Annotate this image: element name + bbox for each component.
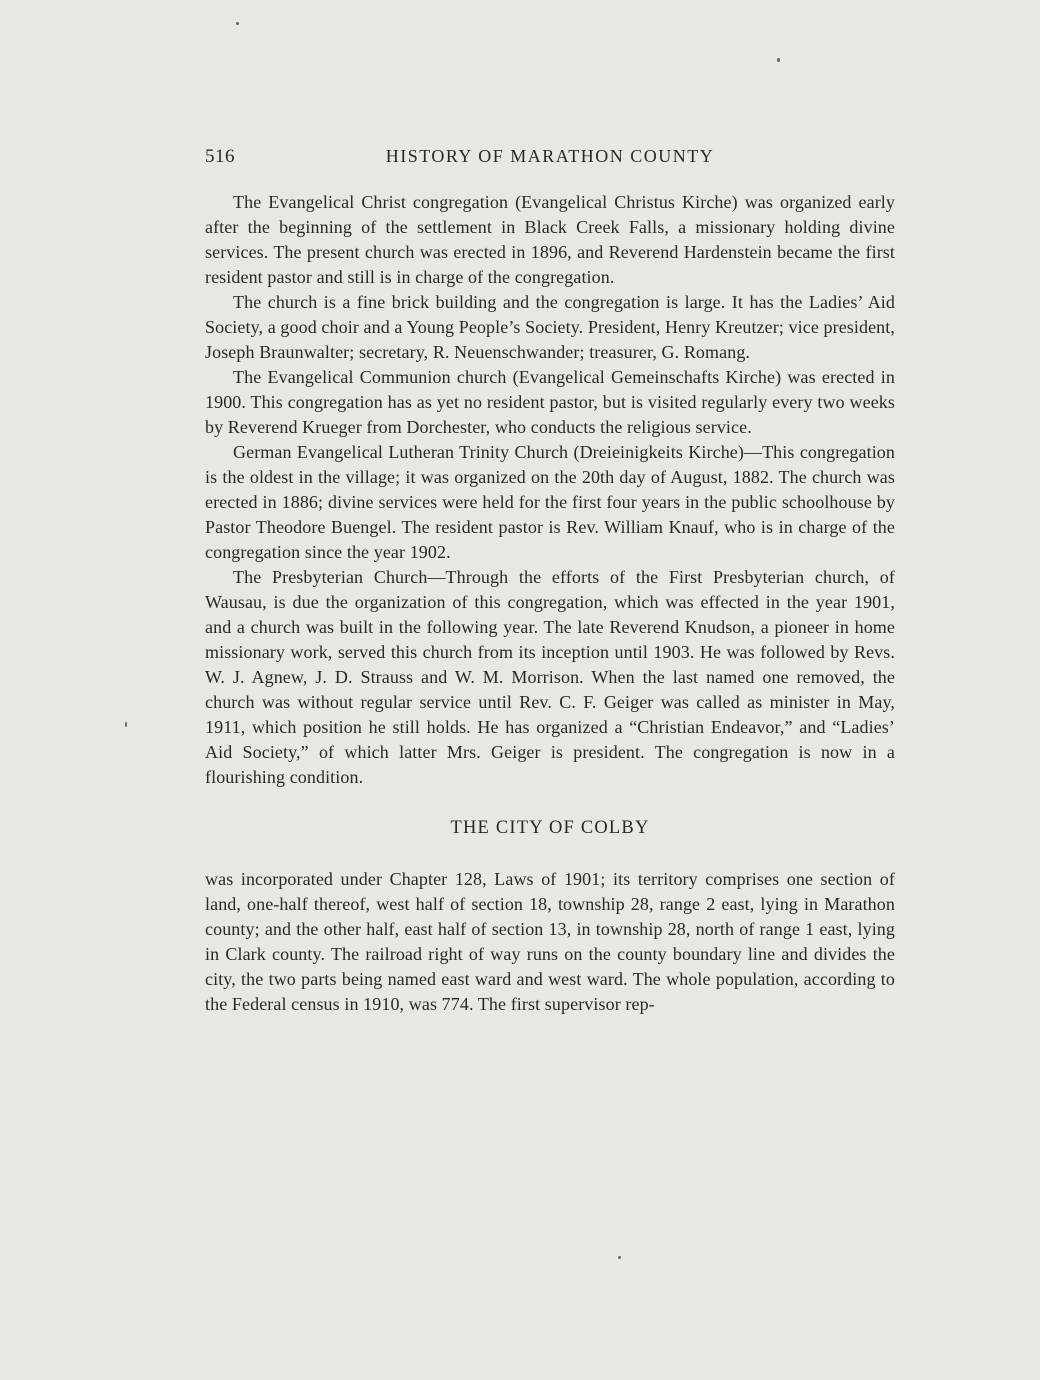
paragraph-evangelical-communion: The Evangelical Communion church (Evangelical Gemeinschafts Kirche) was erected in 1900. This congregation has as yet no resident pastor, but is visited regularly every two weeks by Reverend Krueger from Dorchester, who conducts the religious service. xyxy=(205,367,895,437)
paragraph-lutheran-trinity: German Evangelical Lutheran Trinity Church (Dreieinigkeits Kirche)—This congregation is the oldest in the village; it was organized on the 20th day of August, 1882. The church was erected in 1886; divine services were held for the first four years in the public schoolhouse by Pastor Theodore Buengel. The resident pastor is Rev. William Knauf, who is in charge of the congregation since the year 1902. xyxy=(205,442,895,562)
paper-speck xyxy=(236,22,239,25)
page-number: 516 xyxy=(205,146,235,167)
body-text xyxy=(205,190,895,1017)
paragraph-presbyterian: The Presbyterian Church—Through the efforts of the First Presbyterian church, of Wausau, is due the organization of this congregation, which was effected in the year 1901, and a church was built in the following year. The late Reverend Knudson, a pioneer in home missionary work, served this church from its inception until 1903. He was followed by Revs. W. J. Agnew, J. D. Strauss and W. M. Morrison. When the last named one removed, the church was without regular service until Rev. C. F. Geiger was called as minister in May, 1911, which position he still holds. He has organized a “Christian Endeavor,” and “Ladies’ Aid Society,” of which latter Mrs. Geiger is president. The congregation is now in a flourishing condition. xyxy=(205,567,895,787)
section-title: THE CITY OF COLBY xyxy=(450,818,650,838)
paper-speck xyxy=(125,722,127,727)
paper-speck xyxy=(618,1256,621,1259)
paragraph-city-of-colby: was incorporated under Chapter 128, Laws of 1901; its territory comprises one section of land, one-half thereof, west half of section 18, township 28, range 2 east, lying in Marathon county; and the other half, east half of section 13, in township 28, north of range 1 east, lying in Clark county. The railroad right of way runs on the county boundary line and divides the city, the two parts being named east ward and west ward. The whole population, according to the Federal census in 1910, was 774. The first supervisor rep- xyxy=(205,869,895,1014)
page-header xyxy=(205,146,895,174)
paragraph-church-societies: The church is a fine brick building and the congregation is large. It has the Ladies’ Aid Society, a good choir and a Young People’s Society. President, Henry Kreutzer; vice president, Joseph Braunwalter; secretary, R. Neuenschwander; treasurer, G. Romang. xyxy=(205,292,895,362)
paper-speck xyxy=(777,58,780,62)
paragraph-evangelical-christ: The Evangelical Christ congregation (Evangelical Christus Kirche) was organized early after the beginning of the settlement in Black Creek Falls, a missionary holding divine services. The present church was erected in 1896, and Reverend Hardenstein became the first resident pastor and still is in charge of the congregation. xyxy=(205,192,895,287)
running-title: HISTORY OF MARATHON COUNTY xyxy=(385,146,715,166)
